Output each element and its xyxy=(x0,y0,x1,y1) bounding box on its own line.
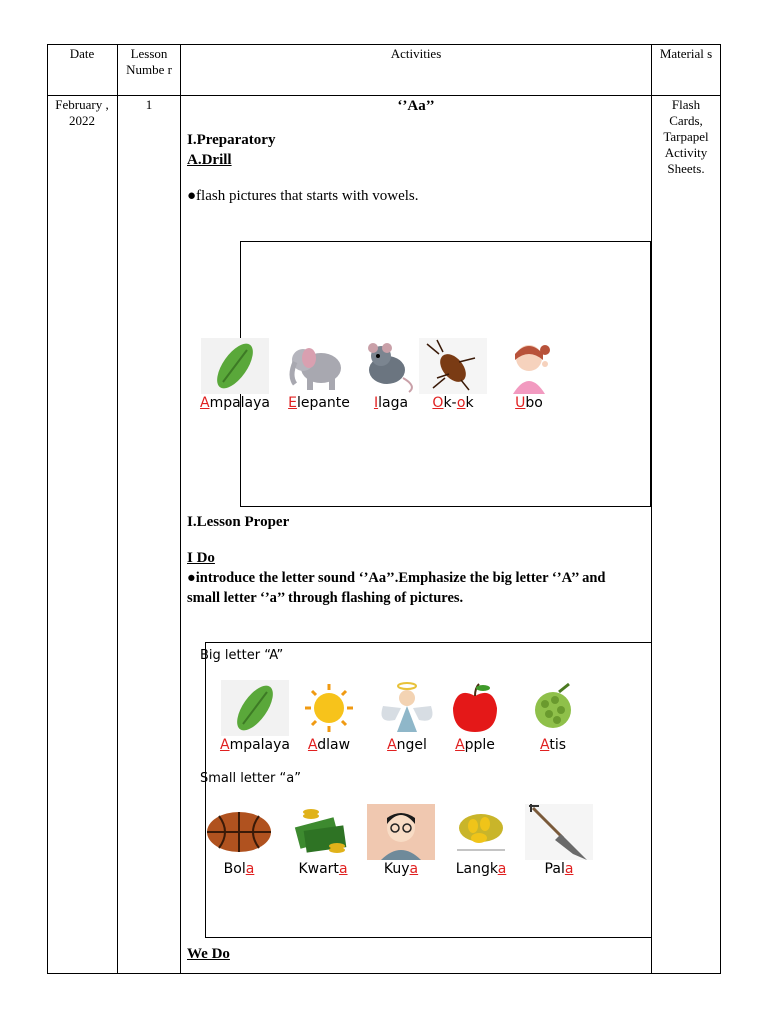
drill-heading: A.Drill xyxy=(187,152,232,168)
vowel-flash-card xyxy=(197,338,273,412)
lesson-proper-heading: I.Lesson Proper xyxy=(187,514,290,530)
table-border xyxy=(117,44,118,974)
sun-icon xyxy=(295,680,363,736)
i-do-text: ●introduce the letter sound ‘’Aa’’.Emphasize the big letter ‘’A’’ and small letter ‘’a’’ through flashing of pictures. xyxy=(187,570,606,606)
apple-icon xyxy=(441,680,509,736)
card-word: Ampalaya xyxy=(219,737,290,753)
table-border xyxy=(47,973,721,974)
date-cell: February , 2022 xyxy=(55,97,109,128)
cockroach-icon xyxy=(419,338,487,394)
drill-text: ●flash pictures that starts with vowels. xyxy=(187,188,419,204)
big-letter-flash-card xyxy=(217,680,293,754)
elephant-icon xyxy=(285,338,353,394)
big-letter-label: Big letter “A” xyxy=(200,648,284,663)
table-border xyxy=(720,44,721,974)
header-activities: Activities xyxy=(390,46,442,61)
card-word: Ilaga xyxy=(373,395,409,411)
card-word: Ok-ok xyxy=(432,395,474,411)
small-letter-flash-card xyxy=(285,804,361,878)
preparatory-heading: I.Preparatory xyxy=(187,132,276,148)
card-word: Angel xyxy=(387,737,427,753)
table-border xyxy=(47,44,48,974)
card-word: Kwarta xyxy=(298,861,348,877)
table-border xyxy=(47,95,721,96)
bitter-gourd-icon xyxy=(221,680,289,736)
table-border xyxy=(180,44,181,974)
boy-icon xyxy=(367,804,435,860)
table-border xyxy=(47,44,721,45)
vowel-flash-card xyxy=(415,338,491,412)
we-do-heading: We Do xyxy=(187,946,230,962)
vowel-flash-card xyxy=(281,338,357,412)
small-letter-flash-card xyxy=(521,804,597,878)
i-do-heading: I Do xyxy=(187,550,215,566)
card-word: Elepante xyxy=(288,395,350,411)
card-word: Ubo xyxy=(515,395,543,411)
jackfruit-icon xyxy=(447,804,515,860)
lesson-plan-table xyxy=(47,44,721,974)
coughing-girl-icon xyxy=(495,338,563,394)
materials-cell: Flash Cards, Tarpapel Activity Sheets. xyxy=(663,97,709,176)
card-word: Ampalaya xyxy=(199,395,270,411)
card-word: Kuya xyxy=(383,861,419,877)
header-lesson-number: Lesson Numbe r xyxy=(126,46,172,77)
shovel-icon xyxy=(525,804,593,860)
card-word: Adlaw xyxy=(307,737,351,753)
lesson-title: ‘’Aa’’ xyxy=(397,98,435,114)
small-letter-flash-card xyxy=(201,804,277,878)
big-letter-flash-card xyxy=(369,680,445,754)
card-word: Atis xyxy=(539,737,567,753)
card-word: Apple xyxy=(455,737,495,753)
small-letter-label: Small letter “a” xyxy=(200,771,301,786)
small-letter-flash-card xyxy=(443,804,519,878)
header-date: Date xyxy=(69,46,95,61)
ball-icon xyxy=(205,804,273,860)
angel-icon xyxy=(373,680,441,736)
big-letter-flash-card xyxy=(515,680,591,754)
big-letter-flash-card xyxy=(437,680,513,754)
card-word: Pala xyxy=(544,861,574,877)
big-letter-flash-card xyxy=(291,680,367,754)
small-letter-flash-card xyxy=(363,804,439,878)
header-materials: Material s xyxy=(659,46,713,61)
card-word: Langka xyxy=(455,861,507,877)
money-icon xyxy=(289,804,357,860)
bitter-gourd-icon xyxy=(201,338,269,394)
card-word: Bola xyxy=(223,861,255,877)
sugar-apple-icon xyxy=(519,680,587,736)
lesson-number-cell: 1 xyxy=(145,97,153,112)
vowel-flash-card xyxy=(491,338,567,412)
